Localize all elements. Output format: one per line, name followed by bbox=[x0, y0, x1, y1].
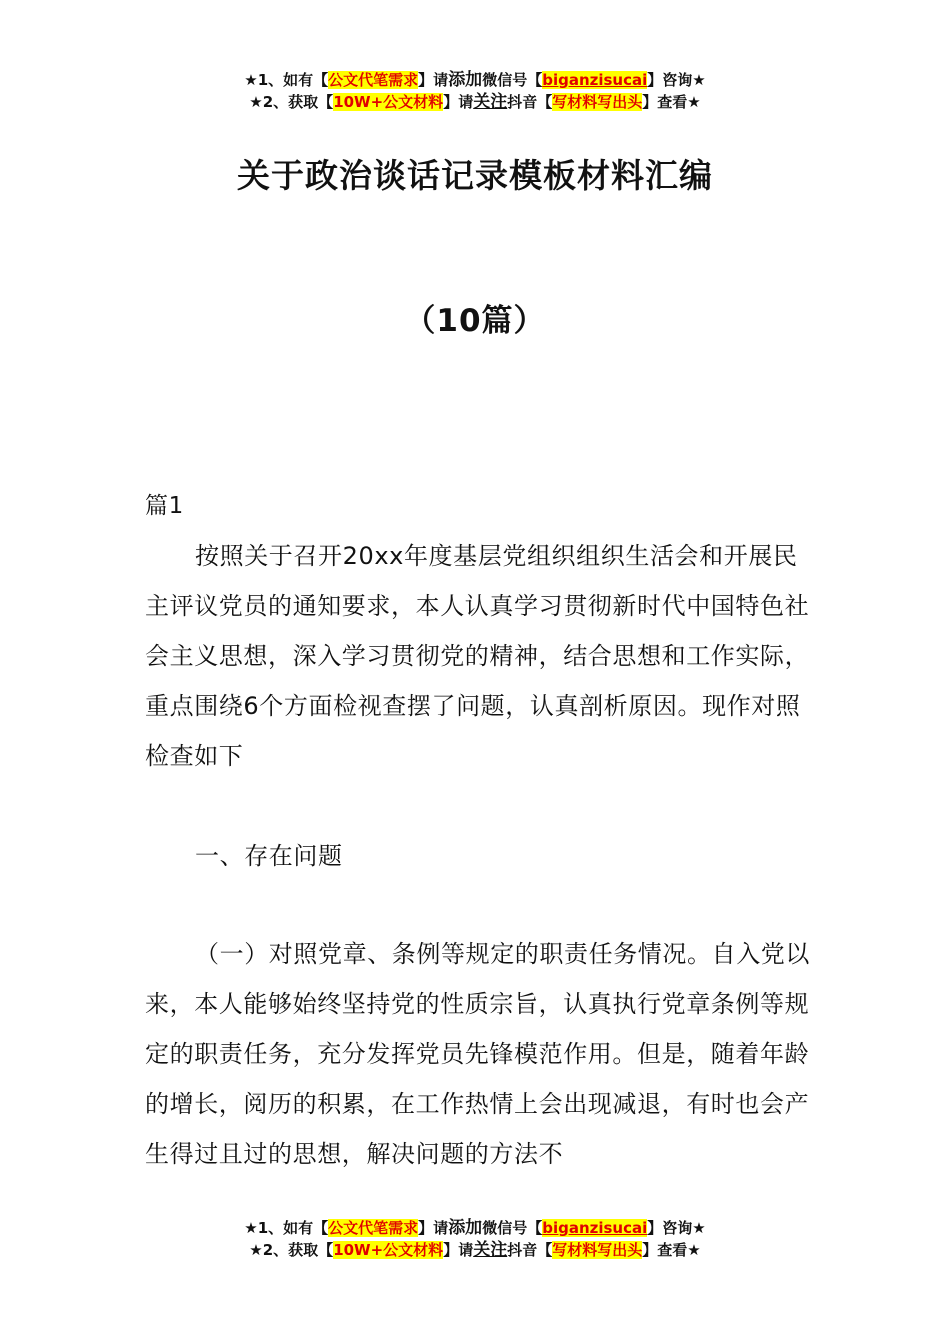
promo-text: ★1、如有【 bbox=[244, 1219, 329, 1237]
promo-wechat-id: biganzisucai bbox=[542, 71, 648, 89]
body-paragraph: （一）对照党章、条例等规定的职责任务情况。自入党以来，本人能够始终坚持党的性质宗旨，认真执行党章条例等规定的职责任务，充分发挥党员先锋模范作用。但是，随着年龄的增长，阅历的积累，在工作热情上会出现减退，有时也会产生得过且过的思想，解决问题的方法不 bbox=[145, 940, 810, 1168]
promo-highlight: 10W+公文材料 bbox=[333, 93, 444, 111]
promo-text: ★2、获取【 bbox=[249, 93, 334, 111]
promo-text: 】请 bbox=[418, 71, 449, 89]
intro-paragraph: 按照关于召开20xx年度基层党组织组织生活会和开展民主评议党员的通知要求，本人认真学习贯彻新时代中国特色社会主义思想，深入学习贯彻党的精神，结合思想和工作实际，重点围绕6个方面检视查摆了问题，认真剖析原因。现作对照检查如下 bbox=[145, 542, 810, 770]
promo-banner-bottom bbox=[0, 1217, 950, 1261]
promo-text: 】咨询★ bbox=[647, 1219, 706, 1237]
promo-wechat-id: biganzisucai bbox=[542, 1219, 648, 1237]
promo-text: ★2、获取【 bbox=[249, 1241, 334, 1259]
promo-text: 】查看★ bbox=[642, 1241, 701, 1259]
promo-douyin-id: 写材料写出头 bbox=[552, 93, 643, 111]
promo-emphasis: 关注 bbox=[473, 1240, 508, 1260]
promo-text: 抖音【 bbox=[507, 1241, 553, 1259]
promo-text: 】请 bbox=[443, 1241, 474, 1259]
promo-emphasis: 添加 bbox=[448, 1218, 483, 1238]
promo-text: 微信号【 bbox=[482, 1219, 543, 1237]
section-label: 篇1 bbox=[145, 493, 184, 519]
promo-emphasis: 添加 bbox=[448, 70, 483, 90]
promo-text: 微信号【 bbox=[482, 71, 543, 89]
promo-line-2 bbox=[0, 1239, 950, 1261]
promo-highlight: 公文代笔需求 bbox=[328, 1219, 419, 1237]
document-subtitle: （10篇） bbox=[404, 303, 546, 339]
promo-text: ★1、如有【 bbox=[244, 71, 329, 89]
promo-text: 】查看★ bbox=[642, 93, 701, 111]
promo-text: 抖音【 bbox=[507, 93, 553, 111]
promo-line-1 bbox=[0, 69, 950, 91]
promo-text: 】请 bbox=[443, 93, 474, 111]
promo-highlight: 10W+公文材料 bbox=[333, 1241, 444, 1259]
section-heading: 一、存在问题 bbox=[195, 842, 343, 870]
promo-highlight: 公文代笔需求 bbox=[328, 71, 419, 89]
promo-banner-top bbox=[0, 69, 950, 113]
promo-douyin-id: 写材料写出头 bbox=[552, 1241, 643, 1259]
promo-emphasis: 关注 bbox=[473, 92, 508, 112]
promo-text: 】请 bbox=[418, 1219, 449, 1237]
promo-line-1 bbox=[0, 1217, 950, 1239]
promo-text: 】咨询★ bbox=[647, 71, 706, 89]
document-title: 关于政治谈话记录模板材料汇编 bbox=[237, 156, 713, 195]
promo-line-2 bbox=[0, 91, 950, 113]
